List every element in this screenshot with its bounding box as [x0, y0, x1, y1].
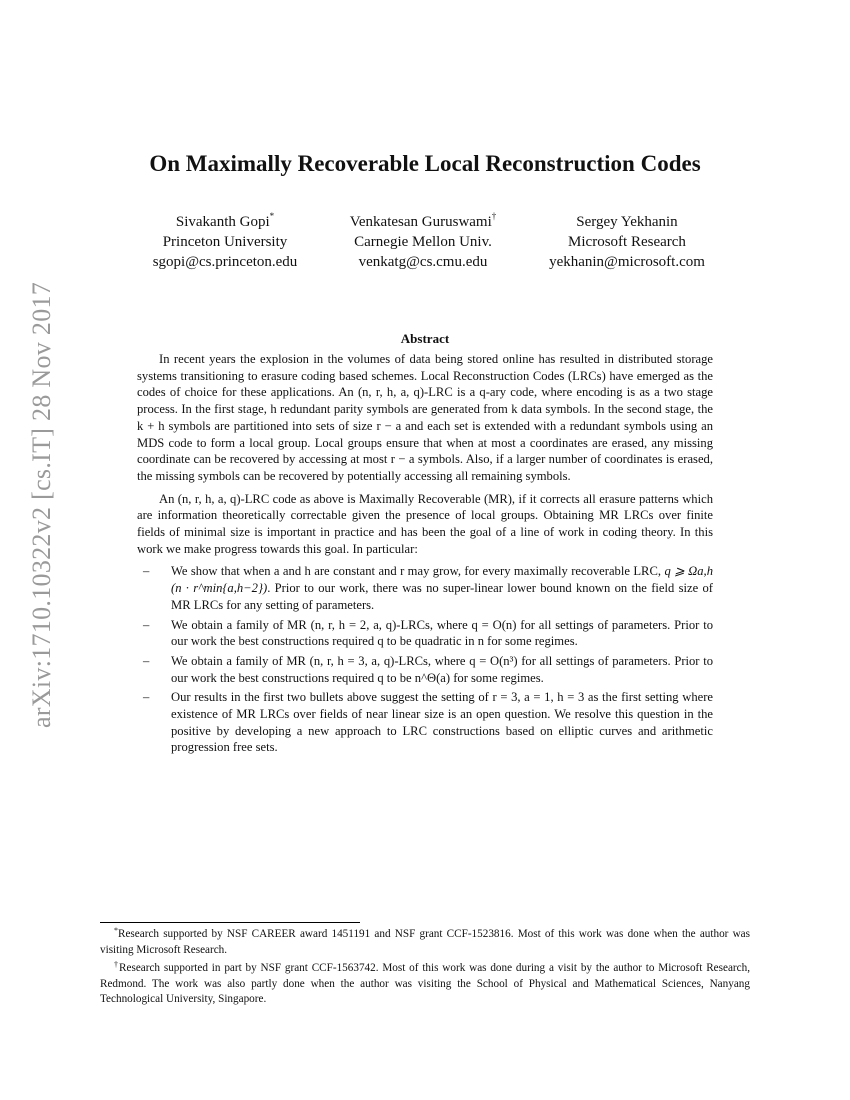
- bullet-dash: –: [143, 564, 150, 579]
- abstract-body: [137, 351, 713, 759]
- author-name: Sivakanth Gopi*: [175, 211, 275, 230]
- arxiv-identifier: arXiv:1710.10322v2 [cs.IT] 28 Nov 2017: [27, 281, 56, 729]
- contribution-list: [137, 563, 713, 756]
- footnotes: [100, 927, 750, 1011]
- abstract-heading: Abstract: [400, 331, 450, 346]
- footnote-text: Research supported by NSF CAREER award 1451191 and NSF grant CCF-1523816. Most of this work was done when the author was visiting Microsoft Research.: [100, 928, 750, 956]
- author-email: venkatg@cs.cmu.edu: [358, 254, 488, 270]
- bullet-text-4: Our results in the first two bullets above suggest the setting of r = 3, a = 1, h = 3 as the first setting where existence of MR LRCs over fields of near linear size is an open question. We resolve this question in the positive by developing a new approach to LRC constructions based on elliptic curves and arithmetic progression free sets.: [171, 690, 713, 755]
- author-affiliation: Princeton University: [162, 234, 288, 250]
- list-item: [137, 653, 713, 686]
- lower-bound-formula: q ⩾ Ωa,h (n · r^min{a,h−2}): [171, 564, 714, 596]
- author-affiliation: Microsoft Research: [568, 234, 686, 250]
- abstract-paragraph-1: In recent years the explosion in the volumes of data being stored online has resulted in distributed storage systems transitioning to erasure coding based schemes. Local Reconstruction Codes (LRCs) have emerged as the codes of choice for these applications. An (n, r, h, a, q)-LRC is a q-ary code, where encoding is as a two stage process. In the first stage, h redundant parity symbols are generated from k data symbols. In the second stage, the k + h symbols are partitioned into sets of size r − a and each set is extended with a redundant symbols using an MDS code to form a local group. Local groups ensure that when at most a coordinates are erased, any missing coordinate can be recovered by accessing at most r − a symbols. Also, if a larger number of coordinates is erased, the missing symbols can be recovered by potentially accessing all remaining symbols.: [137, 352, 713, 483]
- footnote-2: [100, 961, 750, 1008]
- footnote-text: Research supported in part by NSF grant CCF-1563742. Most of this work was done during a visit by the author to Microsoft Research, Redmond. The work was also partly done when the author was visiting the School of Physical and Mathematical Sciences, Nanyang Technological University, Singapore.: [100, 962, 750, 1005]
- author-name: Venkatesan Guruswami†: [349, 211, 497, 230]
- paper-title: On Maximally Recoverable Local Reconstruction Codes: [149, 151, 701, 176]
- author-email: yekhanin@microsoft.com: [549, 254, 705, 270]
- author-email: sgopi@cs.princeton.edu: [152, 254, 298, 270]
- author-block-3: [522, 212, 732, 272]
- bullet-dash: –: [143, 617, 150, 632]
- author-block-2: [318, 212, 528, 272]
- author-footnote-mark: †: [491, 211, 497, 221]
- bullet-dash: –: [143, 690, 150, 705]
- author-affiliation: Carnegie Mellon Univ.: [354, 234, 492, 250]
- bullet-dash: –: [143, 653, 150, 668]
- author-block-1: [125, 212, 325, 272]
- abstract-paragraph-2: An (n, r, h, a, q)-LRC code as above is Maximally Recoverable (MR), if it corrects all erasure patterns which are information theoretically correctable given the presence of local groups. Obtaining MR LRCs over finite fields of minimal size is important in practice and has been the goal of a line of work in coding theory. In this work we make progress towards this goal. In particular:: [137, 491, 713, 556]
- bullet-text-1a: We show that when a and h are constant and r may grow, for every maximally recoverable LRC,: [171, 564, 662, 579]
- footnote-1: [100, 927, 750, 958]
- footnote-mark: *: [114, 926, 118, 935]
- list-item: [137, 689, 713, 756]
- footnote-divider: [100, 922, 360, 923]
- author-name: Sergey Yekhanin: [576, 214, 678, 230]
- bullet-text-2: We obtain a family of MR (n, r, h = 2, a, q)-LRCs, where q = O(n) for all settings of parameters. Prior to our work the best constructions required q to be quadratic in n for some regimes.: [171, 617, 713, 649]
- list-item: [137, 617, 713, 650]
- bullet-text-1b: . Prior to our work, there was no super-linear lower bound known on the field size of MR LRCs for any setting of parameters.: [171, 581, 713, 612]
- list-item: [137, 563, 713, 613]
- bullet-text-3: We obtain a family of MR (n, r, h = 3, a, q)-LRCs, where q = O(n³) for all settings of parameters. Prior to our work the best constructions required q to be n^Θ(a) for some regimes.: [171, 653, 713, 685]
- author-footnote-mark: *: [269, 211, 275, 221]
- footnote-mark: †: [114, 960, 120, 969]
